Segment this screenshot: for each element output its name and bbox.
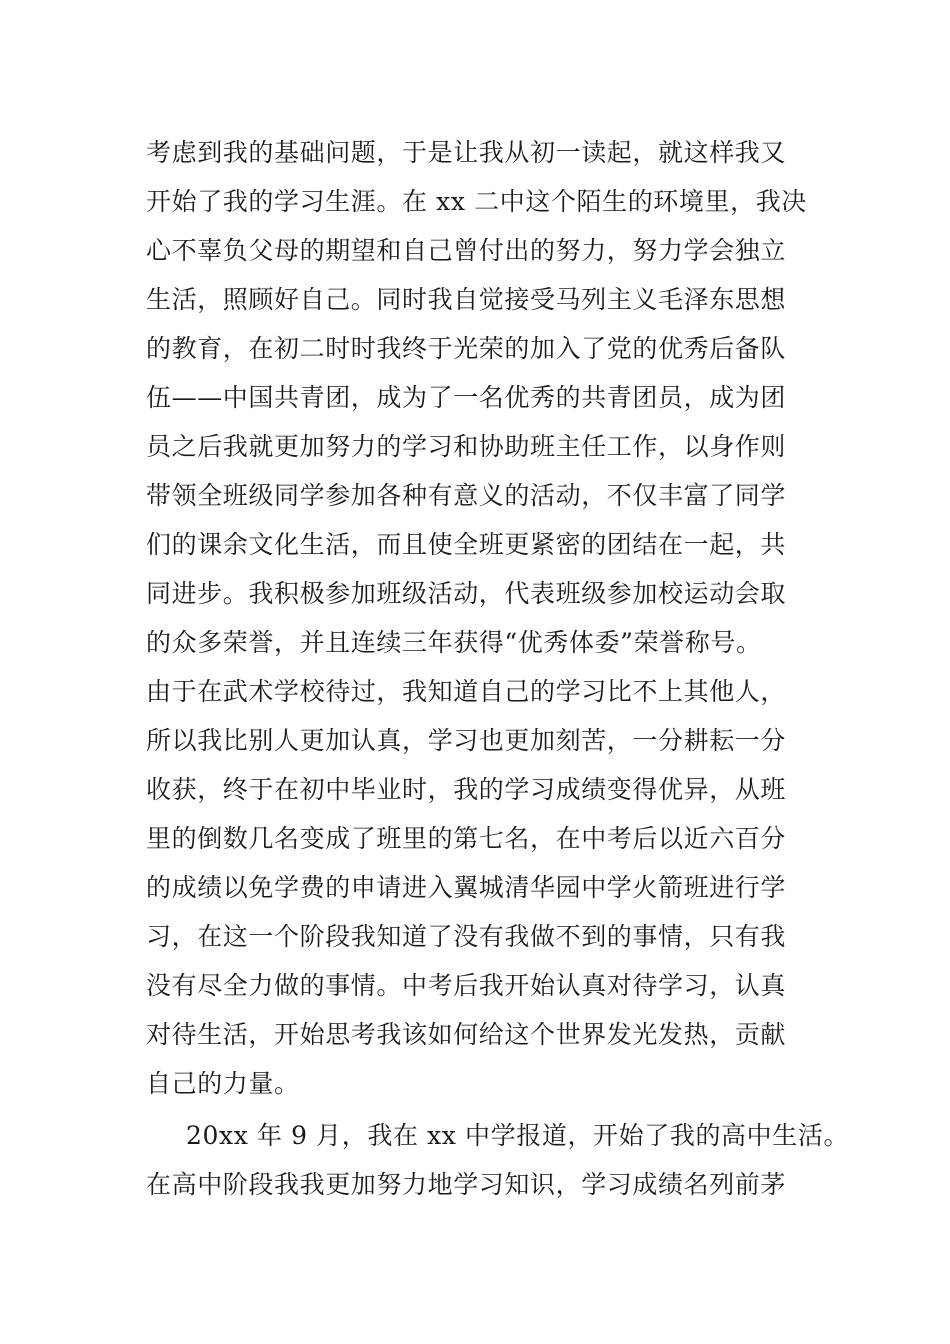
text-line: 对待生活，开始思考我该如何给这个世界发光发热，贡献 (146, 1020, 787, 1049)
text-line: 里的倒数几名变成了班里的第七名，在中考后以近六百分 (146, 824, 787, 853)
text-line: 收获，终于在初中毕业时，我的学习成绩变得优异，从班 (146, 775, 787, 804)
text-line: 同进步。我积极参加班级活动，代表班级参加校运动会取 (146, 579, 787, 608)
text-line: 考虑到我的基础问题，于是让我从初一读起，就这样我又 (146, 138, 787, 167)
text-line: 习，在这一个阶段我知道了没有我做不到的事情，只有我 (146, 922, 787, 951)
paragraph-2 (146, 1111, 850, 1209)
text-line: 所以我比别人更加认真，学习也更加刻苦，一分耕耘一分 (146, 726, 787, 755)
text-line: 没有尽全力做的事情。中考后我开始认真对待学习，认真 (146, 971, 787, 1000)
text-line: 带领全班级同学参加各种有意义的活动，不仅丰富了同学 (146, 481, 787, 510)
document-body (146, 128, 850, 1209)
text-line: 心不辜负父母的期望和自己曾付出的努力，努力学会独立 (146, 236, 787, 265)
text-line: 自己的力量。 (146, 1069, 300, 1098)
text-line: 在高中阶段我我更加努力地学习知识，学习成绩名列前茅 (146, 1170, 787, 1199)
text-line: 20xx 年 9 月，我在 xx 中学报道，开始了我的高中生活。 (186, 1121, 850, 1150)
text-line: 生活，照顾好自己。同时我自觉接受马列主义毛泽东思想 (146, 285, 787, 314)
text-line: 由于在武术学校待过，我知道自己的学习比不上其他人， (146, 677, 787, 706)
text-line: 的成绩以免学费的申请进入翼城清华园中学火箭班进行学 (146, 873, 787, 902)
text-line: 开始了我的学习生涯。在 xx 二中这个陌生的环境里，我决 (146, 187, 807, 216)
paragraph-1 (146, 128, 846, 1108)
text-line: 的众多荣誉，并且连续三年获得“优秀体委”荣誉称号。 (146, 628, 762, 657)
text-line: 员之后我就更加努力的学习和协助班主任工作，以身作则 (146, 432, 787, 461)
text-line: 们的课余文化生活，而且使全班更紧密的团结在一起，共 (146, 530, 787, 559)
text-line: 伍——中国共青团，成为了一名优秀的共青团员，成为团 (146, 383, 787, 412)
text-line: 的教育，在初二时时我终于光荣的加入了党的优秀后备队 (146, 334, 787, 363)
